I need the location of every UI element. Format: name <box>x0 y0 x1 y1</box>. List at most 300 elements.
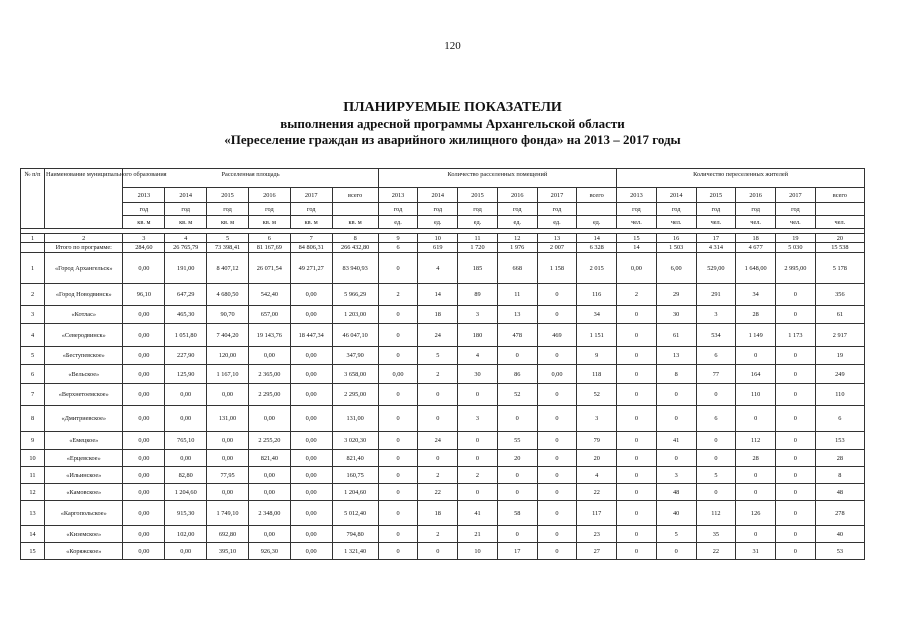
cell-value: 48 <box>656 484 696 501</box>
cell-value: 2 015 <box>577 253 617 284</box>
header-year-word: год <box>123 203 165 216</box>
total-value: 266 432,80 <box>332 243 378 253</box>
cell-value: 0 <box>776 484 816 501</box>
cell-value: 0,00 <box>207 432 249 450</box>
cell-value: 395,10 <box>207 543 249 560</box>
cell-value: 26 071,54 <box>248 253 290 284</box>
cell-value: 0 <box>497 467 537 484</box>
cell-value: 19 <box>815 347 864 365</box>
cell-value: 0 <box>378 384 418 406</box>
cell-value: 0,00 <box>123 432 165 450</box>
header-unit: чел. <box>696 216 736 229</box>
column-number: 13 <box>537 234 577 243</box>
total-value: 84 806,31 <box>290 243 332 253</box>
cell-value: 0 <box>418 406 458 432</box>
cell-value: 2 <box>617 284 657 306</box>
cell-value: 0 <box>378 306 418 324</box>
cell-value: 20 <box>577 450 617 467</box>
header-unit: ед. <box>378 216 418 229</box>
header-total: всего <box>332 188 378 203</box>
header-unit: кв. м <box>248 216 290 229</box>
cell-value: 0,00 <box>290 543 332 560</box>
cell-value: 1 321,40 <box>332 543 378 560</box>
cell-value: 0,00 <box>123 467 165 484</box>
table-row <box>21 501 865 526</box>
row-number: 13 <box>21 501 45 526</box>
cell-value: 191,00 <box>165 253 207 284</box>
cell-value: 3 <box>656 467 696 484</box>
cell-value: 0,00 <box>123 484 165 501</box>
header-year-word-empty <box>577 203 617 216</box>
cell-value: 11 <box>497 284 537 306</box>
municipality-name: «Камовское» <box>45 484 123 501</box>
cell-value: 4 <box>577 467 617 484</box>
municipality-name: «Коряжское» <box>45 543 123 560</box>
cell-value: 0,00 <box>207 484 249 501</box>
header-unit: кв. м <box>290 216 332 229</box>
cell-value: 0,00 <box>207 384 249 406</box>
cell-value: 79 <box>577 432 617 450</box>
header-year-word: год <box>617 203 657 216</box>
cell-value: 0,00 <box>248 406 290 432</box>
row-number: 7 <box>21 384 45 406</box>
cell-value: 0 <box>617 526 657 543</box>
cell-value: 0,00 <box>123 324 165 347</box>
row-number: 6 <box>21 365 45 384</box>
cell-value: 10 <box>458 543 498 560</box>
cell-value: 52 <box>577 384 617 406</box>
row-number: 2 <box>21 284 45 306</box>
cell-value: 1 204,60 <box>165 484 207 501</box>
cell-value: 0 <box>656 406 696 432</box>
header-row-year-word <box>21 203 865 216</box>
cell-value: 110 <box>736 384 776 406</box>
cell-value: 0 <box>776 365 816 384</box>
cell-value: 0 <box>696 432 736 450</box>
cell-value: 2 <box>418 467 458 484</box>
table-row <box>21 324 865 347</box>
cell-value: 821,40 <box>332 450 378 467</box>
cell-value: 27 <box>577 543 617 560</box>
cell-value: 29 <box>656 284 696 306</box>
cell-value: 0 <box>378 347 418 365</box>
cell-value: 5 <box>418 347 458 365</box>
cell-value: 24 <box>418 324 458 347</box>
row-number: 1 <box>21 253 45 284</box>
cell-value: 131,00 <box>207 406 249 432</box>
cell-value: 7 404,20 <box>207 324 249 347</box>
header-unit: чел. <box>736 216 776 229</box>
cell-value: 347,90 <box>332 347 378 365</box>
cell-value: 534 <box>696 324 736 347</box>
total-value: 619 <box>418 243 458 253</box>
cell-value: 0 <box>537 450 577 467</box>
row-number: 14 <box>21 526 45 543</box>
cell-value: 13 <box>656 347 696 365</box>
cell-value: 0,00 <box>123 450 165 467</box>
cell-value: 0,00 <box>123 253 165 284</box>
municipality-name: «Ильинское» <box>45 467 123 484</box>
cell-value: 6 <box>815 406 864 432</box>
cell-value: 0 <box>776 406 816 432</box>
header-row-groups <box>21 169 865 188</box>
cell-value: 18 <box>418 306 458 324</box>
total-value: 15 538 <box>815 243 864 253</box>
column-number: 12 <box>497 234 537 243</box>
cell-value: 0 <box>617 543 657 560</box>
cell-value: 77 <box>696 365 736 384</box>
cell-value: 0 <box>537 501 577 526</box>
cell-value: 0 <box>378 253 418 284</box>
cell-value: 0 <box>776 384 816 406</box>
cell-value: 356 <box>815 284 864 306</box>
cell-value: 0 <box>497 484 537 501</box>
cell-value: 41 <box>656 432 696 450</box>
cell-value: 3 020,30 <box>332 432 378 450</box>
cell-value: 2 <box>418 526 458 543</box>
cell-value: 1 749,10 <box>207 501 249 526</box>
cell-value: 0 <box>378 432 418 450</box>
cell-value: 0 <box>776 501 816 526</box>
cell-value: 14 <box>418 284 458 306</box>
municipality-name: «Ерцевское» <box>45 450 123 467</box>
header-group-area: Расселенная площадь <box>123 169 378 188</box>
cell-value: 0 <box>656 384 696 406</box>
cell-value: 0,00 <box>248 526 290 543</box>
header-year-word: год <box>458 203 498 216</box>
row-number: 5 <box>21 347 45 365</box>
cell-value: 58 <box>497 501 537 526</box>
cell-value: 13 <box>497 306 537 324</box>
column-number: 11 <box>458 234 498 243</box>
cell-value: 0 <box>736 347 776 365</box>
total-value: 2 007 <box>537 243 577 253</box>
cell-value: 0 <box>537 467 577 484</box>
column-number: 8 <box>332 234 378 243</box>
cell-value: 22 <box>418 484 458 501</box>
column-number-row <box>21 234 865 243</box>
total-value: 73 398,41 <box>207 243 249 253</box>
cell-value: 17 <box>497 543 537 560</box>
cell-value: 0 <box>537 484 577 501</box>
cell-value: 2 295,00 <box>332 384 378 406</box>
column-number: 5 <box>207 234 249 243</box>
cell-value: 21 <box>458 526 498 543</box>
cell-value: 291 <box>696 284 736 306</box>
cell-value: 668 <box>497 253 537 284</box>
cell-value: 0 <box>378 324 418 347</box>
cell-value: 0 <box>776 543 816 560</box>
cell-value: 6 <box>696 406 736 432</box>
header-no: № п/п <box>21 169 45 229</box>
header-year: 2017 <box>776 188 816 203</box>
cell-value: 112 <box>696 501 736 526</box>
cell-value: 48 <box>815 484 864 501</box>
total-value: 5 030 <box>776 243 816 253</box>
cell-value: 90,70 <box>207 306 249 324</box>
cell-value: 0 <box>617 450 657 467</box>
header-year-word: год <box>207 203 249 216</box>
total-value: 81 167,69 <box>248 243 290 253</box>
cell-value: 1 648,00 <box>736 253 776 284</box>
cell-value: 40 <box>815 526 864 543</box>
cell-value: 6,00 <box>656 253 696 284</box>
header-year-word: год <box>378 203 418 216</box>
header-year-word: год <box>656 203 696 216</box>
cell-value: 0,00 <box>378 365 418 384</box>
column-number: 19 <box>776 234 816 243</box>
cell-value: 0,00 <box>290 484 332 501</box>
column-number: 14 <box>577 234 617 243</box>
cell-value: 1 203,00 <box>332 306 378 324</box>
header-year-word: год <box>418 203 458 216</box>
cell-value: 926,30 <box>248 543 290 560</box>
table-row <box>21 526 865 543</box>
cell-value: 0 <box>537 384 577 406</box>
cell-value: 9 <box>577 347 617 365</box>
cell-value: 249 <box>815 365 864 384</box>
cell-value: 0 <box>497 347 537 365</box>
title-line-2: выполнения адресной программы Архангельской области <box>280 116 625 131</box>
municipality-name: «Верхнетоемское» <box>45 384 123 406</box>
cell-value: 112 <box>736 432 776 450</box>
table-body <box>21 234 865 560</box>
total-row-no <box>21 243 45 253</box>
cell-value: 0 <box>458 384 498 406</box>
cell-value: 4 680,50 <box>207 284 249 306</box>
cell-value: 18 447,34 <box>290 324 332 347</box>
header-year-word-empty <box>815 203 864 216</box>
total-value: 1 976 <box>497 243 537 253</box>
cell-value: 0 <box>776 467 816 484</box>
cell-value: 49 271,27 <box>290 253 332 284</box>
cell-value: 83 940,93 <box>332 253 378 284</box>
cell-value: 0,00 <box>290 432 332 450</box>
total-value: 6 328 <box>577 243 617 253</box>
cell-value: 5 966,29 <box>332 284 378 306</box>
table-row <box>21 543 865 560</box>
cell-value: 53 <box>815 543 864 560</box>
cell-value: 0 <box>378 484 418 501</box>
cell-value: 118 <box>577 365 617 384</box>
cell-value: 35 <box>696 526 736 543</box>
column-number: 9 <box>378 234 418 243</box>
cell-value: 22 <box>577 484 617 501</box>
cell-value: 18 <box>418 501 458 526</box>
row-number: 9 <box>21 432 45 450</box>
header-total: всего <box>815 188 864 203</box>
cell-value: 2 255,20 <box>248 432 290 450</box>
header-unit: ед. <box>458 216 498 229</box>
cell-value: 0,00 <box>290 467 332 484</box>
municipality-name: «Беступевское» <box>45 347 123 365</box>
header-year: 2016 <box>736 188 776 203</box>
municipality-name: «Емецкое» <box>45 432 123 450</box>
cell-value: 0 <box>418 384 458 406</box>
total-value: 6 <box>378 243 418 253</box>
cell-value: 0,00 <box>290 450 332 467</box>
cell-value: 0 <box>418 450 458 467</box>
row-number: 15 <box>21 543 45 560</box>
cell-value: 0,00 <box>537 365 577 384</box>
cell-value: 110 <box>815 384 864 406</box>
total-value: 4 677 <box>736 243 776 253</box>
cell-value: 0,00 <box>290 526 332 543</box>
title-line-3: «Переселение граждан из аварийного жилищного фонда» на 2013 – 2017 годы <box>224 132 681 147</box>
header-year-word: год <box>736 203 776 216</box>
cell-value: 227,90 <box>165 347 207 365</box>
cell-value: 647,29 <box>165 284 207 306</box>
header-unit: чел. <box>617 216 657 229</box>
cell-value: 0 <box>617 406 657 432</box>
cell-value: 77,95 <box>207 467 249 484</box>
cell-value: 2 365,00 <box>248 365 290 384</box>
header-row-units <box>21 216 865 229</box>
header-unit: кв. м <box>123 216 165 229</box>
cell-value: 1 158 <box>537 253 577 284</box>
cell-value: 46 047,10 <box>332 324 378 347</box>
cell-value: 0,00 <box>123 306 165 324</box>
cell-value: 0 <box>537 284 577 306</box>
cell-value: 0 <box>458 432 498 450</box>
column-number: 2 <box>45 234 123 243</box>
cell-value: 0,00 <box>248 347 290 365</box>
cell-value: 2 295,00 <box>248 384 290 406</box>
cell-value: 0,00 <box>290 306 332 324</box>
table-row <box>21 253 865 284</box>
cell-value: 478 <box>497 324 537 347</box>
cell-value: 34 <box>577 306 617 324</box>
cell-value: 0 <box>497 526 537 543</box>
cell-value: 0,00 <box>290 384 332 406</box>
table-row <box>21 284 865 306</box>
cell-value: 0 <box>736 526 776 543</box>
header-unit: ед. <box>537 216 577 229</box>
row-number: 4 <box>21 324 45 347</box>
cell-value: 465,30 <box>165 306 207 324</box>
cell-value: 0 <box>656 450 696 467</box>
cell-value: 0,00 <box>165 543 207 560</box>
cell-value: 41 <box>458 501 498 526</box>
cell-value: 2 <box>378 284 418 306</box>
header-year-word: год <box>165 203 207 216</box>
header-group-rooms: Количество расселенных помещений <box>378 169 616 188</box>
cell-value: 1 167,10 <box>207 365 249 384</box>
header-unit: ед. <box>418 216 458 229</box>
cell-value: 0 <box>378 467 418 484</box>
total-value: 284,60 <box>123 243 165 253</box>
header-year: 2015 <box>458 188 498 203</box>
cell-value: 5 <box>656 526 696 543</box>
cell-value: 116 <box>577 284 617 306</box>
cell-value: 164 <box>736 365 776 384</box>
column-number: 15 <box>617 234 657 243</box>
header-year: 2015 <box>207 188 249 203</box>
cell-value: 469 <box>537 324 577 347</box>
cell-value: 0,00 <box>123 384 165 406</box>
cell-value: 4 <box>418 253 458 284</box>
header-row-years <box>21 188 865 203</box>
header-year-word: год <box>537 203 577 216</box>
total-row-label: Итого по программе: <box>45 243 123 253</box>
cell-value: 0 <box>537 543 577 560</box>
cell-value: 0 <box>458 484 498 501</box>
total-value: 4 314 <box>696 243 736 253</box>
cell-value: 0 <box>736 406 776 432</box>
table-row <box>21 347 865 365</box>
cell-value: 0 <box>617 432 657 450</box>
cell-value: 1 051,80 <box>165 324 207 347</box>
municipality-name: «Город Новодвинск» <box>45 284 123 306</box>
column-number: 10 <box>418 234 458 243</box>
column-number: 18 <box>736 234 776 243</box>
cell-value: 8 <box>656 365 696 384</box>
table-row <box>21 467 865 484</box>
cell-value: 0 <box>617 484 657 501</box>
cell-value: 0 <box>617 467 657 484</box>
header-year: 2014 <box>165 188 207 203</box>
cell-value: 0 <box>617 384 657 406</box>
header-year-word: год <box>290 203 332 216</box>
cell-value: 0,00 <box>248 484 290 501</box>
header-year: 2014 <box>418 188 458 203</box>
table-row <box>21 450 865 467</box>
cell-value: 153 <box>815 432 864 450</box>
header-year: 2017 <box>290 188 332 203</box>
cell-value: 0,00 <box>290 406 332 432</box>
table-row <box>21 365 865 384</box>
header-unit: чел. <box>656 216 696 229</box>
header-name: Наименование муниципального образования <box>45 169 123 229</box>
cell-value: 1 149 <box>736 324 776 347</box>
cell-value: 0 <box>617 501 657 526</box>
column-number: 16 <box>656 234 696 243</box>
cell-value: 2 <box>418 365 458 384</box>
cell-value: 125,90 <box>165 365 207 384</box>
cell-value: 3 <box>458 306 498 324</box>
cell-value: 0,00 <box>123 406 165 432</box>
cell-value: 0 <box>497 406 537 432</box>
cell-value: 0,00 <box>290 284 332 306</box>
header-unit: чел. <box>776 216 816 229</box>
header-year-word: год <box>248 203 290 216</box>
column-number: 17 <box>696 234 736 243</box>
cell-value: 28 <box>736 306 776 324</box>
cell-value: 0 <box>537 347 577 365</box>
header-unit: ед. <box>497 216 537 229</box>
column-number: 6 <box>248 234 290 243</box>
cell-value: 24 <box>418 432 458 450</box>
column-number: 4 <box>165 234 207 243</box>
cell-value: 31 <box>736 543 776 560</box>
cell-value: 0 <box>656 543 696 560</box>
cell-value: 3 <box>577 406 617 432</box>
cell-value: 61 <box>815 306 864 324</box>
cell-value: 0,00 <box>290 365 332 384</box>
municipality-name: «Киземское» <box>45 526 123 543</box>
row-number: 11 <box>21 467 45 484</box>
cell-value: 0,00 <box>207 450 249 467</box>
cell-value: 126 <box>736 501 776 526</box>
cell-value: 0 <box>736 484 776 501</box>
cell-value: 915,30 <box>165 501 207 526</box>
cell-value: 0,00 <box>123 543 165 560</box>
cell-value: 6 <box>696 347 736 365</box>
cell-value: 0 <box>776 450 816 467</box>
cell-value: 1 151 <box>577 324 617 347</box>
cell-value: 765,10 <box>165 432 207 450</box>
cell-value: 0 <box>458 450 498 467</box>
